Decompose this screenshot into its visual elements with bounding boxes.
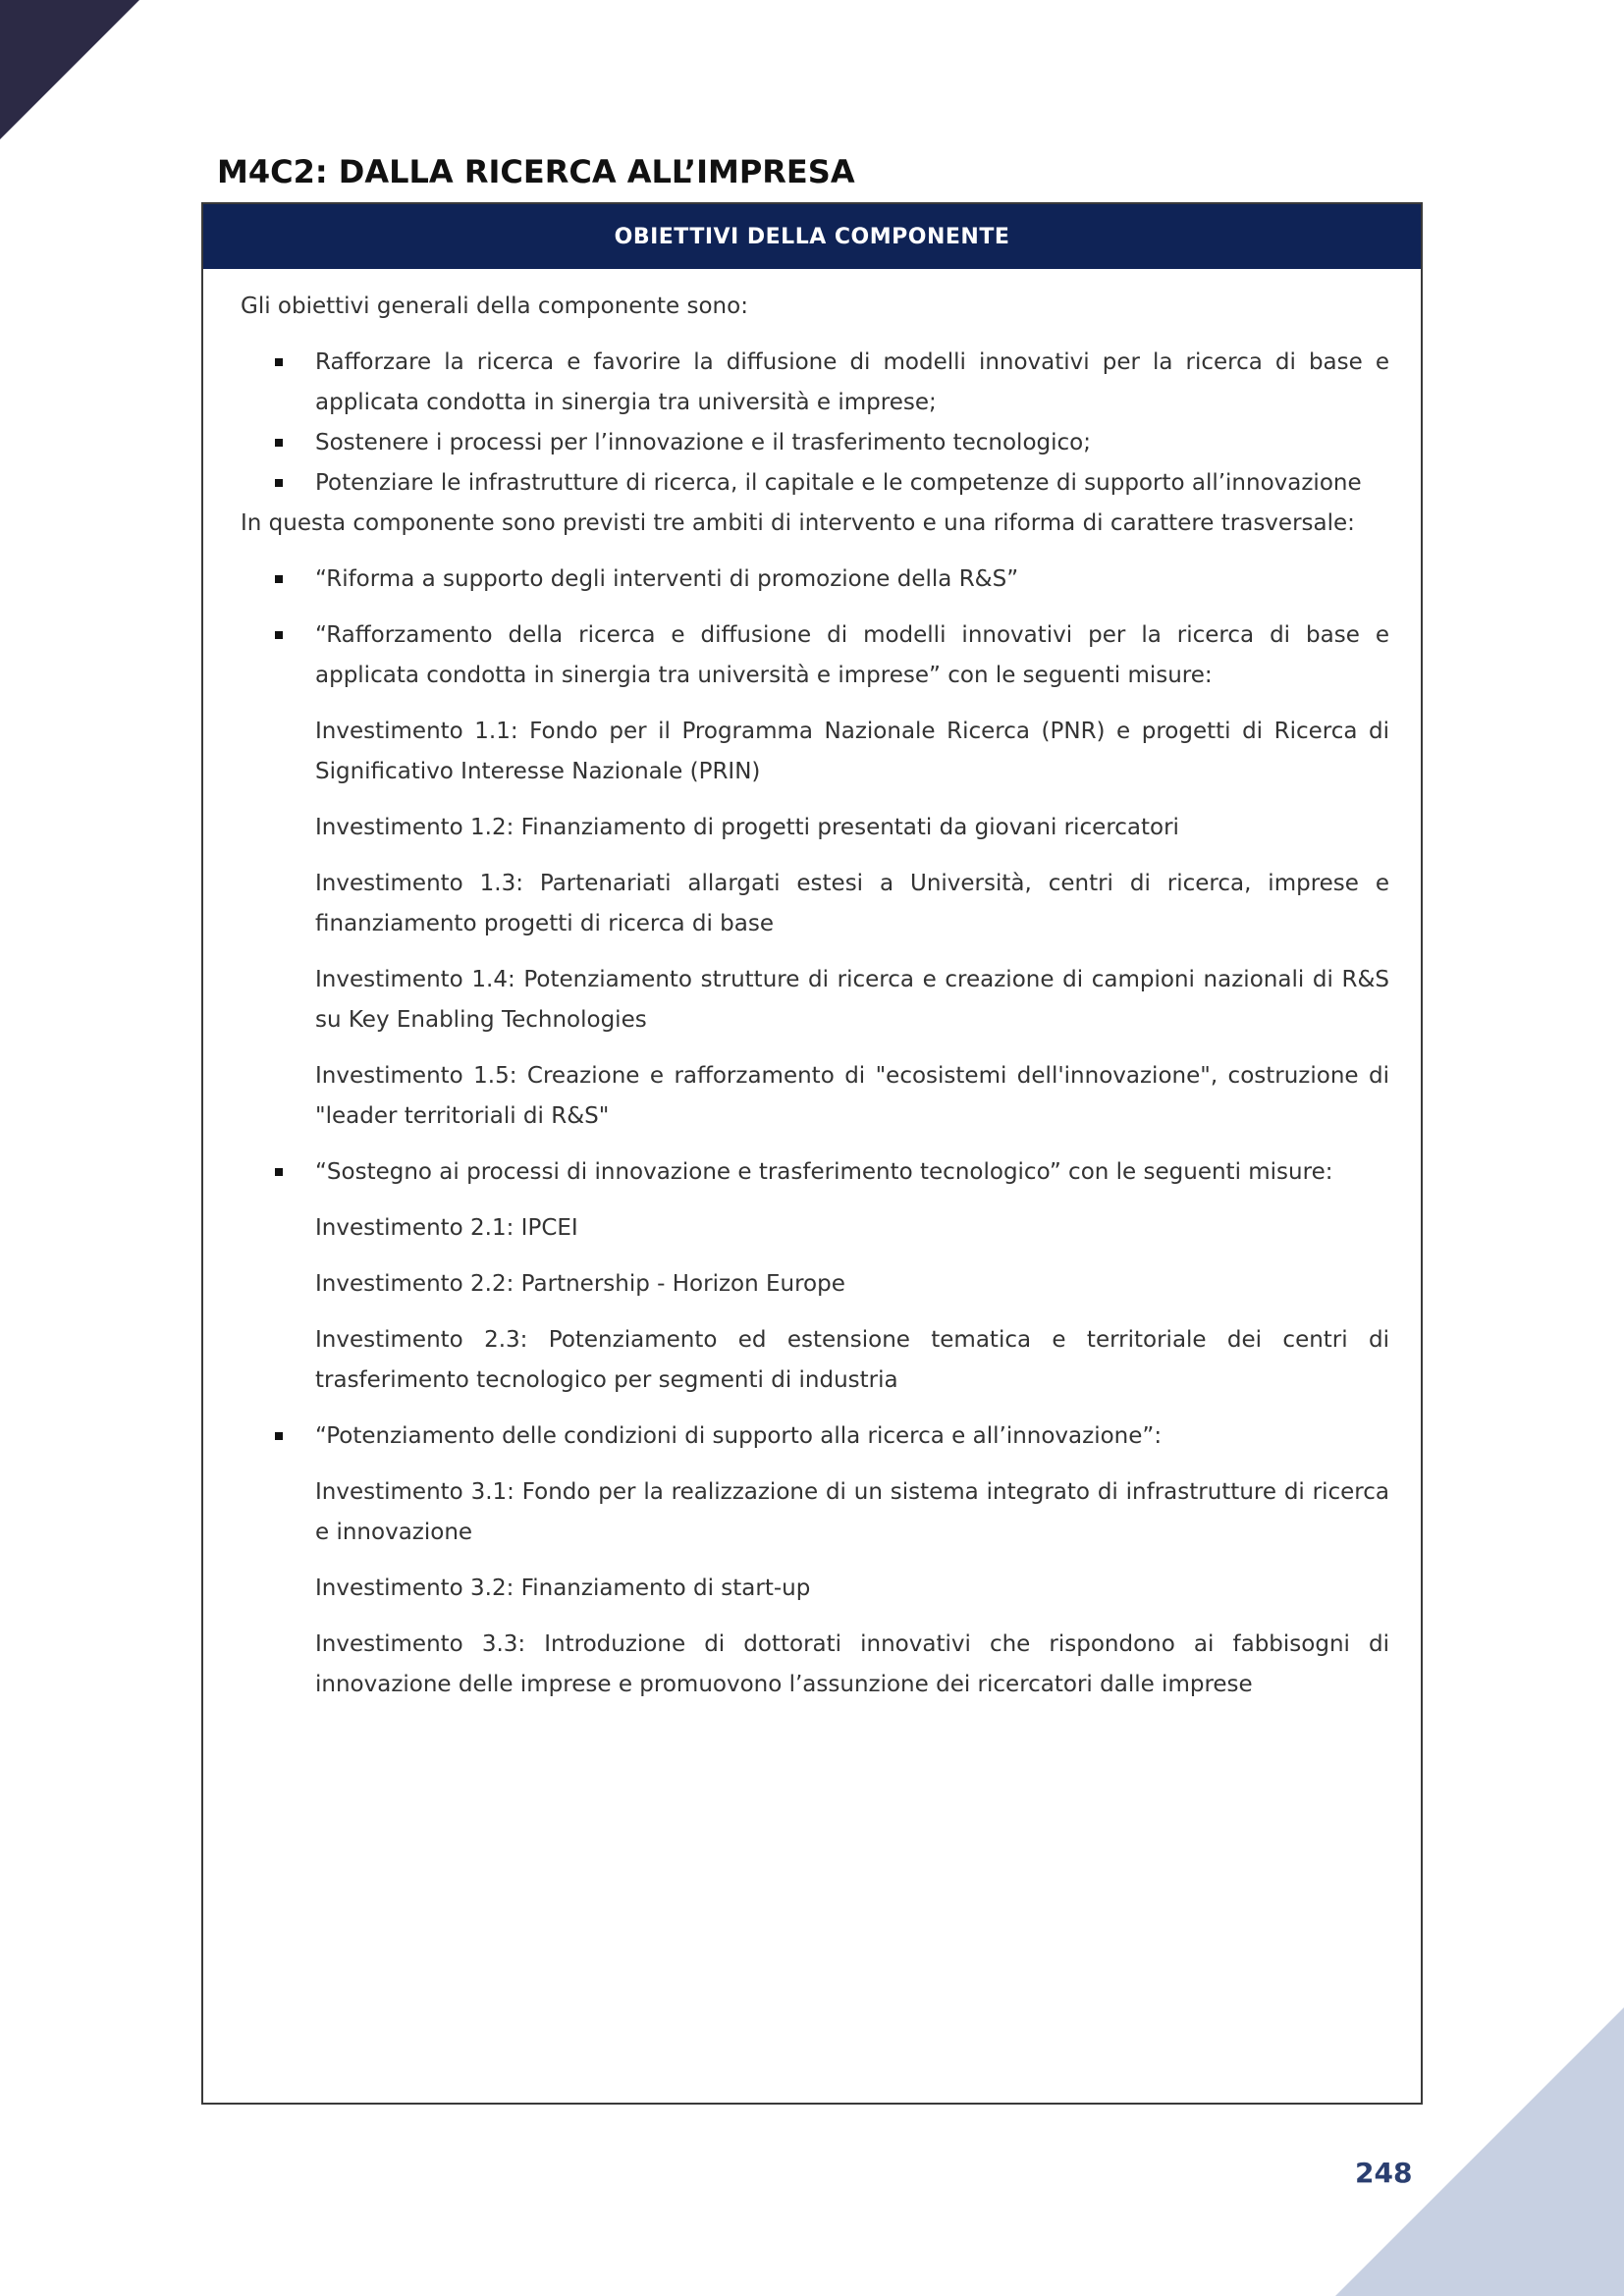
page-number: 248 (1355, 2157, 1413, 2189)
objectives-list (241, 343, 1389, 504)
measure-item: Investimento 1.3: Partenariati allargati estesi a Università, centri di ricerca, imprese e finanziamento progetti di ricerca di base (315, 871, 1389, 936)
areas-list (241, 560, 1389, 696)
area-title: “Potenziamento delle condizioni di supporto alla ricerca e all’innovazione”: (315, 1423, 1163, 1449)
measure-item: Investimento 3.2: Finanziamento di start-up (315, 1575, 811, 1601)
area-item (241, 560, 1389, 600)
measure-item: Investimento 1.2: Finanziamento di progetti presentati da giovani ricercatori (315, 815, 1179, 840)
areas-list-3 (241, 1416, 1389, 1457)
objective-item: Sostenere i processi per l’innovazione e il trasferimento tecnologico; (241, 423, 1389, 463)
measure-item: Investimento 2.2: Partnership - Horizon Europe (315, 1271, 845, 1297)
objective-item: Potenziare le infrastrutture di ricerca, il capitale e le competenze di supporto all’innovazione (241, 463, 1389, 504)
page-title: M4C2: DALLA RICERCA ALL’IMPRESA (217, 153, 855, 190)
corner-decoration-top (0, 0, 139, 139)
measure-item: Investimento 2.3: Potenziamento ed estensione tematica e territoriale dei centri di trasferimento tecnologico per segmenti di industria (315, 1327, 1389, 1393)
measure-item: Investimento 1.5: Creazione e rafforzamento di "ecosistemi dell'innovazione", costruzione di "leader territoriali di R&S" (315, 1063, 1389, 1129)
measure-item: Investimento 1.1: Fondo per il Programma Nazionale Ricerca (PNR) e progetti di Ricerca di Significativo Interesse Nazionale (PRIN) (315, 719, 1389, 784)
measure-item: Investimento 3.3: Introduzione di dottorati innovativi che rispondono ai fabbisogni di innovazione delle imprese e promuovono l’assunzione dei ricercatori dalle imprese (315, 1631, 1389, 1697)
area-title: “Sostegno ai processi di innovazione e trasferimento tecnologico” con le seguenti misure: (315, 1159, 1333, 1185)
area-1-measures (241, 712, 1389, 1137)
box-content (241, 287, 1389, 1721)
area-2-measures (241, 1208, 1389, 1401)
intro-text: Gli obiettivi generali della componente sono: (241, 294, 748, 319)
area-item (241, 1416, 1389, 1457)
area-3-measures (241, 1472, 1389, 1705)
areas-list-2 (241, 1152, 1389, 1193)
areas-intro-text: In questa componente sono previsti tre ambiti di intervento e una riforma di carattere trasversale: (241, 510, 1355, 536)
area-title: “Riforma a supporto degli interventi di promozione della R&S” (315, 566, 1019, 592)
area-item (241, 615, 1389, 696)
area-title: “Rafforzamento della ricerca e diffusione di modelli innovativi per la ricerca di base e applicata condotta in sinergia tra università e imprese” con le seguenti misure: (315, 622, 1389, 688)
measure-item: Investimento 1.4: Potenziamento strutture di ricerca e creazione di campioni nazionali di R&S su Key Enabling Technologies (315, 967, 1389, 1033)
objectives-box (201, 202, 1423, 2105)
objective-item: Rafforzare la ricerca e favorire la diffusione di modelli innovativi per la ricerca di base e applicata condotta in sinergia tra università e imprese; (241, 343, 1389, 423)
measure-item: Investimento 2.1: IPCEI (315, 1215, 578, 1241)
measure-item: Investimento 3.1: Fondo per la realizzazione di un sistema integrato di infrastrutture di ricerca e innovazione (315, 1479, 1389, 1545)
box-header: OBIETTIVI DELLA COMPONENTE (203, 204, 1421, 269)
area-item (241, 1152, 1389, 1193)
